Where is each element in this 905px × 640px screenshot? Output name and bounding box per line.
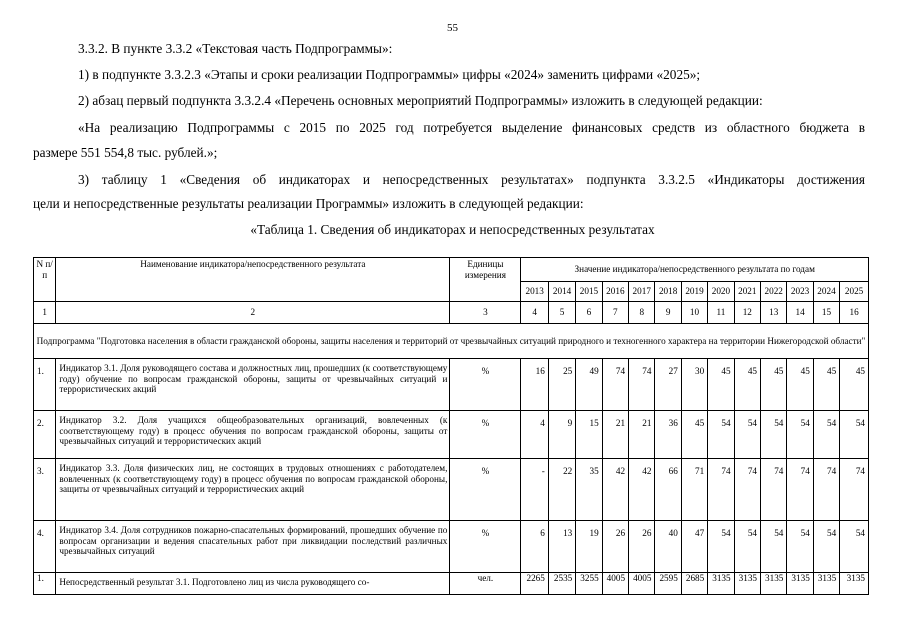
row-number: 1. xyxy=(34,573,56,595)
value-cell: 21 xyxy=(602,411,628,459)
value-cell: 54 xyxy=(840,521,869,573)
value-cell: 54 xyxy=(787,521,813,573)
column-number-cell: 15 xyxy=(813,302,839,324)
column-number-cell: 13 xyxy=(761,302,787,324)
value-cell: 54 xyxy=(708,521,734,573)
value-cell: 9 xyxy=(548,411,575,459)
table-row xyxy=(34,359,869,411)
paragraph-4-line-1: «На реализацию Подпрограммы с 2015 по 2025 год потребуется выделение финансовых средств из областного бюджета в xyxy=(78,120,865,135)
column-number-cell: 5 xyxy=(548,302,575,324)
year-cell: 2017 xyxy=(629,282,655,302)
year-cell: 2014 xyxy=(548,282,575,302)
column-number-cell: 4 xyxy=(521,302,548,324)
column-number-cell: 6 xyxy=(576,302,602,324)
value-cell: 2595 xyxy=(655,573,681,595)
value-cell: 54 xyxy=(761,521,787,573)
value-cell: 54 xyxy=(708,411,734,459)
column-number-cell: 9 xyxy=(655,302,681,324)
value-cell: 74 xyxy=(813,459,839,521)
year-cell: 2023 xyxy=(787,282,813,302)
column-number-cell: 8 xyxy=(629,302,655,324)
column-number-cell: 7 xyxy=(602,302,628,324)
year-cell: 2019 xyxy=(681,282,707,302)
value-cell: 54 xyxy=(734,411,760,459)
header-num: N п/п xyxy=(34,258,56,302)
value-cell: 74 xyxy=(602,359,628,411)
indicator-name: Непосредственный результат 3.1. Подготовлено лиц из числа руководящего со- xyxy=(56,573,450,595)
page-number: 55 xyxy=(447,22,458,34)
header-unit: Единицы измерения xyxy=(450,258,521,302)
value-cell: 54 xyxy=(734,521,760,573)
value-cell: 45 xyxy=(734,359,760,411)
header-values-group: Значение индикатора/непосредственного результата по годам xyxy=(521,258,869,282)
value-cell: 74 xyxy=(734,459,760,521)
indicator-name: Индикатор 3.4. Доля сотрудников пожарно-спасательных формирований, прошедших обучение по вопросам организации и ведения спасательных работ при ликвидации последствий различных чрезвычайных ситуаций xyxy=(56,521,450,573)
value-cell: 21 xyxy=(629,411,655,459)
value-cell: 13 xyxy=(548,521,575,573)
value-cell: 45 xyxy=(761,359,787,411)
value-cell: 54 xyxy=(813,521,839,573)
value-cell: 74 xyxy=(708,459,734,521)
value-cell: 6 xyxy=(521,521,548,573)
indicator-name: Индикатор 3.3. Доля физических лиц, не состоящих в трудовых отношениях с работодателем, вовлеченных (к соответствующему году) в процесс обучения по вопросам гражданской обороны, защиты от чрезвычайных ситуаций и террористических акций xyxy=(56,459,450,521)
table-row xyxy=(34,411,869,459)
year-cell: 2013 xyxy=(521,282,548,302)
table-row xyxy=(34,521,869,573)
value-cell: 71 xyxy=(681,459,707,521)
unit-cell: % xyxy=(450,359,521,411)
value-cell: 66 xyxy=(655,459,681,521)
column-numbers-row xyxy=(34,302,869,324)
value-cell: 54 xyxy=(840,411,869,459)
value-cell: 22 xyxy=(548,459,575,521)
value-cell: 54 xyxy=(761,411,787,459)
table-row xyxy=(34,573,869,595)
value-cell: 2685 xyxy=(681,573,707,595)
value-cell: 26 xyxy=(629,521,655,573)
column-number-cell: 3 xyxy=(450,302,521,324)
value-cell: 4 xyxy=(521,411,548,459)
value-cell: 36 xyxy=(655,411,681,459)
year-cell: 2016 xyxy=(602,282,628,302)
unit-cell: чел. xyxy=(450,573,521,595)
value-cell: 19 xyxy=(576,521,602,573)
year-cell: 2022 xyxy=(761,282,787,302)
value-cell: 3135 xyxy=(734,573,760,595)
year-cell: 2018 xyxy=(655,282,681,302)
value-cell: 74 xyxy=(787,459,813,521)
value-cell: 15 xyxy=(576,411,602,459)
unit-cell: % xyxy=(450,411,521,459)
column-number-cell: 11 xyxy=(708,302,734,324)
paragraph-4-line-2: размере 551 554,8 тыс. рублей.»; xyxy=(33,145,218,160)
unit-cell: % xyxy=(450,459,521,521)
table-row xyxy=(34,459,869,521)
year-cell: 2015 xyxy=(576,282,602,302)
value-cell: 45 xyxy=(681,411,707,459)
value-cell: 74 xyxy=(840,459,869,521)
column-number-cell: 12 xyxy=(734,302,760,324)
column-number-cell: 14 xyxy=(787,302,813,324)
value-cell: 45 xyxy=(708,359,734,411)
value-cell: 27 xyxy=(655,359,681,411)
value-cell: 45 xyxy=(787,359,813,411)
year-cell: 2024 xyxy=(813,282,839,302)
paragraph-2: 1) в подпункте 3.3.2.3 «Этапы и сроки реализации Подпрограммы» цифры «2024» заменить цифрами «2025»; xyxy=(78,67,701,82)
value-cell: 2535 xyxy=(548,573,575,595)
value-cell: 49 xyxy=(576,359,602,411)
row-number: 2. xyxy=(34,411,56,459)
year-cell: 2020 xyxy=(708,282,734,302)
value-cell: 3135 xyxy=(787,573,813,595)
value-cell: 54 xyxy=(813,411,839,459)
value-cell: 47 xyxy=(681,521,707,573)
value-cell: 3135 xyxy=(708,573,734,595)
year-cell: 2021 xyxy=(734,282,760,302)
value-cell: 3135 xyxy=(813,573,839,595)
unit-cell: % xyxy=(450,521,521,573)
paragraph-5-line-1: 3) таблицу 1 «Сведения об индикаторах и непосредственных результатах» подпункта 3.3.2.5 «Индикаторы достижения xyxy=(78,172,865,187)
indicator-name: Индикатор 3.2. Доля учащихся общеобразовательных организаций, вовлеченных (к соответствующему году) в процесс обучения по вопросам гражданской обороны, защиты от чрезвычайных ситуаций и террористических акций xyxy=(56,411,450,459)
indicators-table xyxy=(33,257,869,595)
value-cell: 25 xyxy=(548,359,575,411)
paragraph-3: 2) абзац первый подпункта 3.3.2.4 «Перечень основных мероприятий Подпрограммы» изложить в следующей редакции: xyxy=(78,93,763,108)
value-cell: 74 xyxy=(629,359,655,411)
value-cell: 2265 xyxy=(521,573,548,595)
value-cell: 30 xyxy=(681,359,707,411)
subprogram-title: Подпрограмма "Подготовка населения в области гражданской обороны, защиты населения и территорий от чрезвычайных ситуаций природного и техногенного характера на территории Нижегородской области" xyxy=(34,324,869,359)
year-cell: 2025 xyxy=(840,282,869,302)
value-cell: 3255 xyxy=(576,573,602,595)
column-number-cell: 1 xyxy=(34,302,56,324)
value-cell: 3135 xyxy=(761,573,787,595)
value-cell: 35 xyxy=(576,459,602,521)
paragraph-1: 3.3.2. В пункте 3.3.2 «Текстовая часть Подпрограммы»: xyxy=(78,41,393,56)
value-cell: 40 xyxy=(655,521,681,573)
table-caption: «Таблица 1. Сведения об индикаторах и непосредственных результатах xyxy=(250,222,655,237)
column-number-cell: 10 xyxy=(681,302,707,324)
value-cell: - xyxy=(521,459,548,521)
indicator-name: Индикатор 3.1. Доля руководящего состава и должностных лиц, прошедших (к соответствующему году) обучение по вопросам гражданской обороны, защиты от чрезвычайных ситуаций и террористических акций xyxy=(56,359,450,411)
value-cell: 26 xyxy=(602,521,628,573)
row-number: 1. xyxy=(34,359,56,411)
header-name: Наименование индикатора/непосредственного результата xyxy=(56,258,450,302)
value-cell: 3135 xyxy=(840,573,869,595)
row-number: 4. xyxy=(34,521,56,573)
value-cell: 42 xyxy=(629,459,655,521)
column-number-cell: 2 xyxy=(56,302,450,324)
value-cell: 4005 xyxy=(629,573,655,595)
value-cell: 45 xyxy=(840,359,869,411)
value-cell: 74 xyxy=(761,459,787,521)
paragraph-5-line-2: цели и непосредственные результаты реализации Программы» изложить в следующей редакции: xyxy=(33,196,584,211)
value-cell: 45 xyxy=(813,359,839,411)
value-cell: 54 xyxy=(787,411,813,459)
row-number: 3. xyxy=(34,459,56,521)
column-number-cell: 16 xyxy=(840,302,869,324)
value-cell: 42 xyxy=(602,459,628,521)
value-cell: 4005 xyxy=(602,573,628,595)
value-cell: 16 xyxy=(521,359,548,411)
